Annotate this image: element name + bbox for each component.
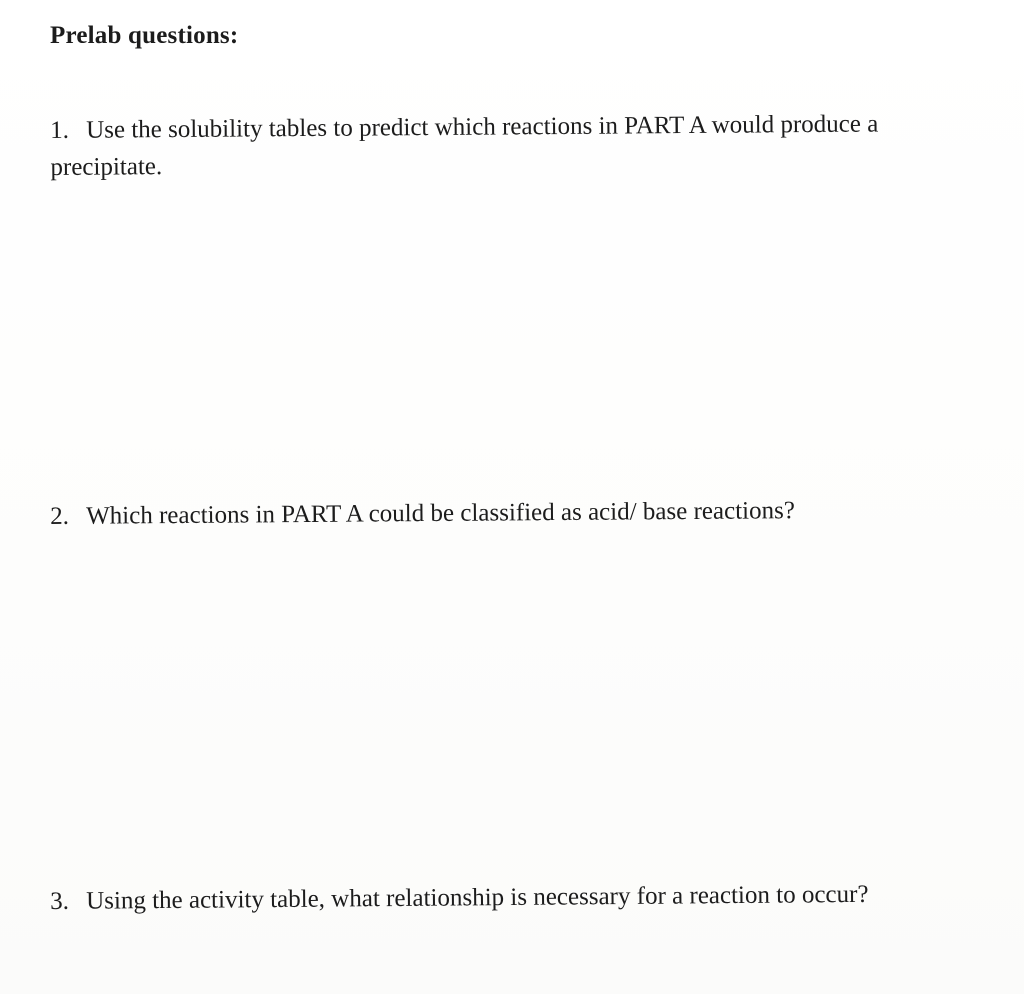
- answer-space-1[interactable]: [50, 200, 990, 480]
- question-number: 1.: [50, 116, 70, 144]
- answer-space-3[interactable]: [50, 930, 990, 986]
- question-2: [50, 491, 990, 535]
- answer-space-2[interactable]: [50, 545, 990, 865]
- question-3: [50, 875, 990, 920]
- question-number: 2.: [50, 502, 70, 530]
- question-text: Which reactions in PART A could be classified as acid/ base reactions?: [86, 497, 795, 530]
- question-text: Use the solubility tables to predict which reactions in PART A would produce a precipitate.: [50, 110, 879, 181]
- page-title: Prelab questions:: [50, 22, 239, 49]
- question-1: [50, 105, 991, 186]
- question-text: Using the activity table, what relationship is necessary for a reaction to occur?: [86, 880, 869, 915]
- question-number: 3.: [50, 887, 70, 915]
